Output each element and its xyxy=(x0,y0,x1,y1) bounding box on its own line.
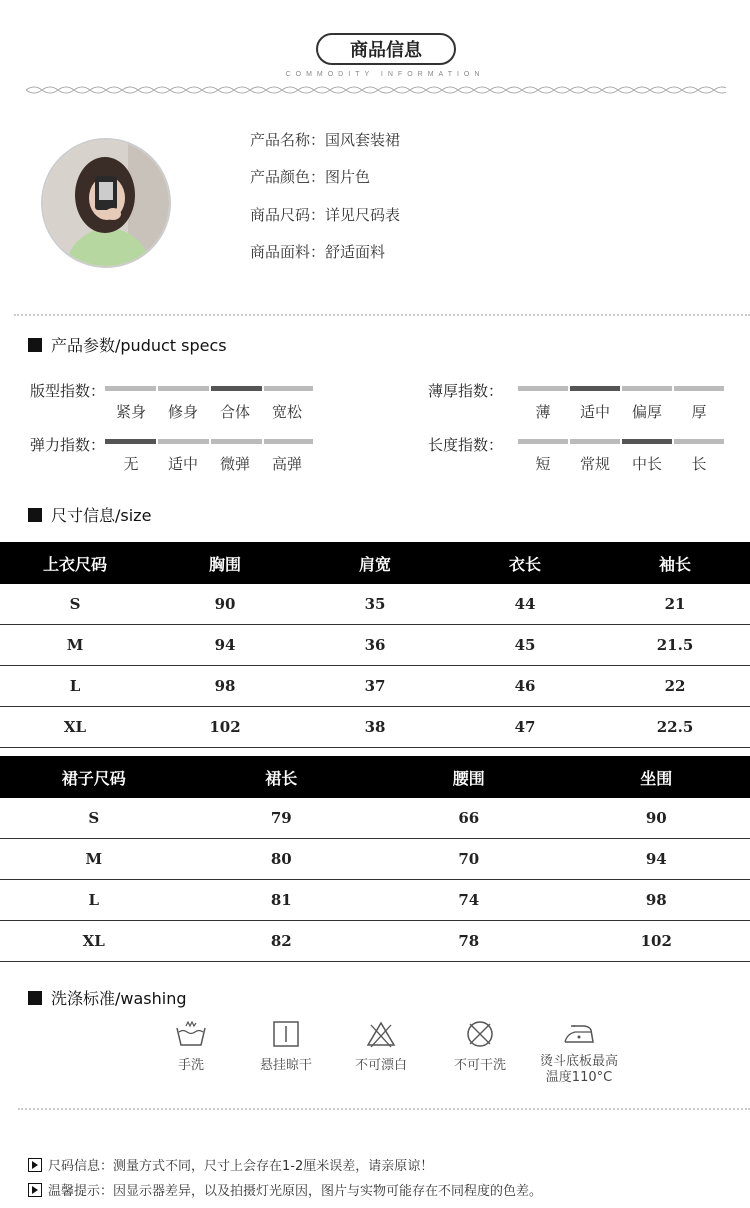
spec-option: 无 xyxy=(123,455,139,473)
table-cell: 37 xyxy=(364,677,386,695)
product-name: 产品名称：国风套装裙 xyxy=(250,131,401,149)
spec-option: 宽松 xyxy=(271,403,302,421)
spec-option: 偏厚 xyxy=(631,403,662,421)
table-cell: M xyxy=(85,850,103,868)
table-cell: 94 xyxy=(214,636,236,654)
dotted-divider xyxy=(18,1108,750,1110)
product-size: 商品尺码：详见尺码表 xyxy=(250,206,401,224)
spec-bar xyxy=(622,386,672,391)
table-header xyxy=(0,756,750,798)
table-cell: 79 xyxy=(270,809,292,827)
wash-label: 手洗 xyxy=(177,1058,204,1073)
spec-option: 中长 xyxy=(631,455,662,473)
wash-label: 不可漂白 xyxy=(354,1058,407,1073)
play-triangle-icon xyxy=(28,1183,42,1197)
size-heading-text: 尺寸信息/size xyxy=(51,506,152,525)
spec-bar-selected xyxy=(105,439,156,444)
column-header: 裙长 xyxy=(265,768,298,788)
spec-label-fit: 版型指数： xyxy=(30,382,106,400)
no-bleach-icon xyxy=(366,1020,396,1048)
spec-bar xyxy=(158,439,209,444)
hang-dry-icon xyxy=(271,1020,301,1048)
table-cell: 102 xyxy=(640,932,672,950)
table-cell: 74 xyxy=(458,891,480,909)
specs-heading-text: 产品参数/puduct specs xyxy=(51,336,227,355)
square-bullet-icon xyxy=(28,991,42,1005)
spec-label-thickness: 薄厚指数： xyxy=(428,382,504,400)
dotted-divider xyxy=(14,314,750,316)
spec-option: 合体 xyxy=(219,403,250,421)
column-header: 胸围 xyxy=(208,554,241,574)
product-avatar xyxy=(41,138,171,268)
table-row xyxy=(0,584,750,625)
section-title: 商品信息 xyxy=(316,33,456,65)
size-heading xyxy=(28,503,151,526)
table-row xyxy=(0,625,750,666)
table-cell: L xyxy=(69,677,81,695)
washing-heading xyxy=(28,986,187,1009)
wash-label: 悬挂晾干 xyxy=(259,1058,312,1073)
spec-bar-selected xyxy=(570,386,620,391)
spec-option: 适中 xyxy=(579,403,610,421)
spec-bar xyxy=(674,386,724,391)
table-cell: 44 xyxy=(514,595,536,613)
column-header: 衣长 xyxy=(508,554,541,574)
table-cell: 90 xyxy=(645,809,667,827)
spec-label-stretch: 弹力指数： xyxy=(30,436,106,454)
column-header: 上衣尺码 xyxy=(42,554,107,574)
table-cell: 36 xyxy=(364,636,386,654)
table-cell: 94 xyxy=(645,850,667,868)
table-cell: 21 xyxy=(664,595,686,613)
table-cell: 21.5 xyxy=(656,636,694,654)
spec-bar-selected xyxy=(211,386,262,391)
table-cell: 66 xyxy=(458,809,480,827)
spec-bar xyxy=(264,386,313,391)
specs-heading xyxy=(28,333,227,356)
column-header: 袖长 xyxy=(658,554,691,574)
spec-option: 高弹 xyxy=(271,455,302,473)
wash-label: 烫斗底板最高 温度110°C xyxy=(539,1054,618,1085)
wash-item xyxy=(430,1020,530,1073)
table-cell: M xyxy=(66,636,84,654)
column-header: 腰围 xyxy=(452,768,485,788)
table-cell: 47 xyxy=(514,718,536,736)
column-header: 坐围 xyxy=(640,768,673,788)
table-cell: 98 xyxy=(645,891,667,909)
play-triangle-icon xyxy=(28,1158,42,1172)
table-cell: 45 xyxy=(514,636,536,654)
table-cell: 98 xyxy=(214,677,236,695)
wash-item xyxy=(236,1020,336,1073)
table-cell: 22 xyxy=(664,677,686,695)
table-row xyxy=(0,666,750,707)
spec-bar xyxy=(518,439,568,444)
note-color xyxy=(28,1180,542,1199)
no-dry-clean-icon xyxy=(465,1020,495,1048)
square-bullet-icon xyxy=(28,508,42,522)
spec-bar xyxy=(518,386,568,391)
skirt-size-table xyxy=(0,756,750,962)
table-cell: XL xyxy=(82,932,105,950)
spec-label-length: 长度指数： xyxy=(428,436,504,454)
wash-label: 不可干洗 xyxy=(453,1058,506,1073)
note-size xyxy=(28,1155,433,1174)
table-cell: XL xyxy=(63,718,87,736)
spec-option: 短 xyxy=(535,455,551,473)
iron-icon xyxy=(561,1020,597,1048)
spec-option: 适中 xyxy=(167,455,198,473)
spec-option: 厚 xyxy=(691,403,707,421)
spec-bar xyxy=(264,439,313,444)
table-row xyxy=(0,707,750,748)
table-cell: 81 xyxy=(270,891,292,909)
wash-item xyxy=(331,1020,431,1073)
table-row xyxy=(0,921,750,962)
top-size-table xyxy=(0,542,750,748)
table-cell: 78 xyxy=(458,932,480,950)
table-cell: S xyxy=(69,595,81,613)
table-row xyxy=(0,880,750,921)
spec-option: 紧身 xyxy=(115,403,146,421)
table-row xyxy=(0,839,750,880)
spec-option: 长 xyxy=(691,455,707,473)
spec-option: 常规 xyxy=(579,455,610,473)
note-text: 温馨提示：因显示器差异，以及拍摄灯光原因，图片与实物可能存在不同程度的色差。 xyxy=(48,1184,543,1199)
table-row xyxy=(0,798,750,839)
spec-bar xyxy=(570,439,620,444)
spec-option: 微弹 xyxy=(219,455,250,473)
wash-item xyxy=(141,1020,241,1073)
washing-heading-text: 洗涤标准/washing xyxy=(51,989,187,1008)
table-cell: 46 xyxy=(514,677,536,695)
table-cell: 70 xyxy=(458,850,480,868)
table-cell: L xyxy=(88,891,100,909)
wash-item xyxy=(524,1020,634,1086)
product-color: 产品颜色：图片色 xyxy=(250,168,371,186)
column-header: 肩宽 xyxy=(358,554,391,574)
section-subtitle: COMMODITY INFORMATION xyxy=(285,71,485,78)
spec-bar xyxy=(211,439,262,444)
table-cell: 38 xyxy=(364,718,386,736)
spec-bar-selected xyxy=(622,439,672,444)
table-cell: 22.5 xyxy=(656,718,694,736)
table-cell: 35 xyxy=(364,595,386,613)
table-cell: S xyxy=(88,809,100,827)
table-cell: 102 xyxy=(209,718,241,736)
wave-divider xyxy=(26,82,726,98)
table-cell: 82 xyxy=(270,932,292,950)
product-fabric: 商品面料：舒适面料 xyxy=(250,243,386,261)
spec-bar xyxy=(105,386,156,391)
spec-bar xyxy=(674,439,724,444)
table-header xyxy=(0,542,750,584)
table-cell: 90 xyxy=(214,595,236,613)
table-cell: 80 xyxy=(270,850,292,868)
spec-bar xyxy=(158,386,209,391)
column-header: 裙子尺码 xyxy=(61,768,126,788)
spec-option: 修身 xyxy=(167,403,198,421)
note-text: 尺码信息：测量方式不同，尺寸上会存在1-2厘米误差，请亲原谅！ xyxy=(48,1159,434,1174)
hand-wash-icon xyxy=(174,1020,208,1048)
square-bullet-icon xyxy=(28,338,42,352)
spec-option: 薄 xyxy=(535,403,551,421)
